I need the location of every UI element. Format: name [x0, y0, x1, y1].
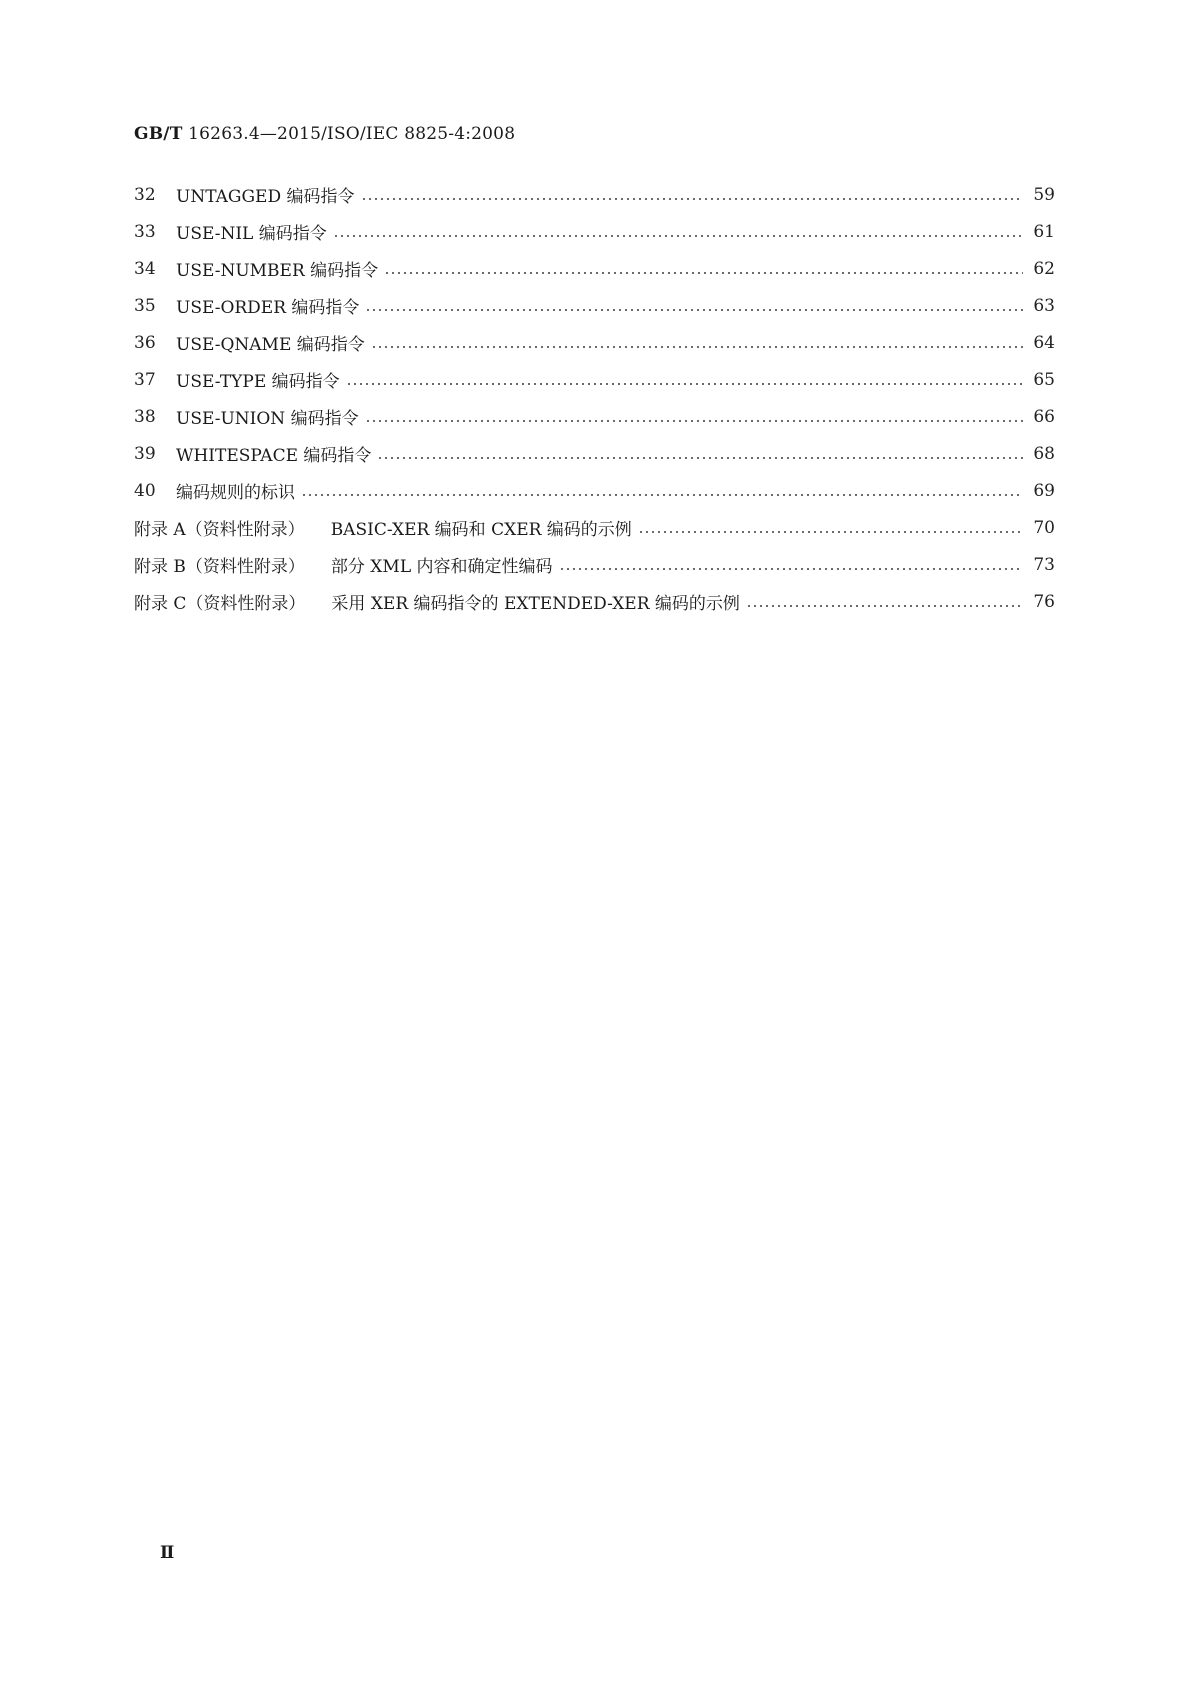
toc-leader-dots: [384, 258, 1023, 280]
toc-entry-title: UNTAGGED 编码指令: [176, 187, 355, 207]
table-of-contents: [134, 176, 1055, 620]
toc-entry-39[interactable]: [134, 435, 1055, 472]
toc-entry-page: 68: [1033, 443, 1055, 464]
toc-annex-c[interactable]: [134, 583, 1055, 620]
toc-entry-title: USE-ORDER 编码指令: [176, 298, 360, 318]
toc-annex-title: BASIC-XER 编码和 CXER 编码的示例: [330, 520, 632, 540]
toc-annex-b[interactable]: [134, 546, 1055, 583]
toc-leader-dots: [365, 406, 1023, 428]
toc-entry-title: WHITESPACE 编码指令: [176, 446, 372, 466]
toc-entry-number: 40: [134, 480, 156, 501]
toc-entry-page: 69: [1033, 480, 1055, 501]
toc-entry-38[interactable]: [134, 398, 1055, 435]
toc-entry-number: 38: [134, 406, 156, 427]
toc-entry-34[interactable]: [134, 250, 1055, 287]
toc-leader-dots: [559, 554, 1023, 576]
toc-entry-title: USE-NIL 编码指令: [176, 224, 327, 244]
toc-annex-label: 附录 C（资料性附录）: [134, 594, 306, 614]
toc-entry-page: 65: [1033, 369, 1055, 390]
toc-entry-page: 64: [1033, 332, 1055, 353]
standard-prefix: GB/T: [134, 124, 183, 144]
toc-entry-40[interactable]: [134, 472, 1055, 509]
toc-entry-title: USE-UNION 编码指令: [176, 409, 359, 429]
toc-entry-page: 63: [1033, 295, 1055, 316]
toc-entry-37[interactable]: [134, 361, 1055, 398]
toc-entry-number: 35: [134, 295, 156, 316]
toc-entry-33[interactable]: [134, 213, 1055, 250]
toc-annex-page: 70: [1033, 517, 1055, 538]
toc-entry-title: USE-TYPE 编码指令: [176, 372, 340, 392]
page-number: Ⅱ: [160, 1543, 175, 1563]
standard-number: 16263.4—2015/ISO/IEC 8825-4:2008: [182, 124, 516, 144]
toc-leader-dots: [346, 369, 1023, 391]
toc-leader-dots: [365, 295, 1023, 317]
running-header: [134, 124, 515, 144]
toc-leader-dots: [638, 517, 1023, 539]
toc-entry-number: 36: [134, 332, 156, 353]
toc-leader-dots: [301, 480, 1023, 502]
toc-annex-a[interactable]: [134, 509, 1055, 546]
toc-entry-title: USE-QNAME 编码指令: [176, 335, 365, 355]
toc-entry-page: 66: [1033, 406, 1055, 427]
toc-leader-dots: [333, 221, 1023, 243]
toc-annex-title: 部分 XML 内容和确定性编码: [330, 557, 553, 577]
toc-entry-title: USE-NUMBER 编码指令: [176, 261, 379, 281]
toc-entry-page: 61: [1033, 221, 1055, 242]
toc-entry-page: 59: [1033, 184, 1055, 205]
toc-entry-36[interactable]: [134, 324, 1055, 361]
toc-entry-number: 34: [134, 258, 156, 279]
toc-annex-page: 73: [1033, 554, 1055, 575]
toc-entry-number: 39: [134, 443, 156, 464]
toc-entry-number: 33: [134, 221, 156, 242]
toc-annex-title: 采用 XER 编码指令的 EXTENDED-XER 编码的示例: [331, 594, 740, 614]
toc-annex-label: 附录 B（资料性附录）: [134, 557, 305, 577]
toc-entry-32[interactable]: [134, 176, 1055, 213]
toc-annex-label: 附录 A（资料性附录）: [134, 520, 305, 540]
toc-leader-dots: [361, 184, 1024, 206]
toc-leader-dots: [371, 332, 1023, 354]
toc-entry-number: 32: [134, 184, 156, 205]
toc-leader-dots: [746, 591, 1023, 613]
toc-entry-number: 37: [134, 369, 156, 390]
toc-annex-page: 76: [1033, 591, 1055, 612]
toc-entry-title: 编码规则的标识: [176, 483, 295, 503]
toc-entry-page: 62: [1033, 258, 1055, 279]
toc-leader-dots: [377, 443, 1023, 465]
toc-entry-35[interactable]: [134, 287, 1055, 324]
